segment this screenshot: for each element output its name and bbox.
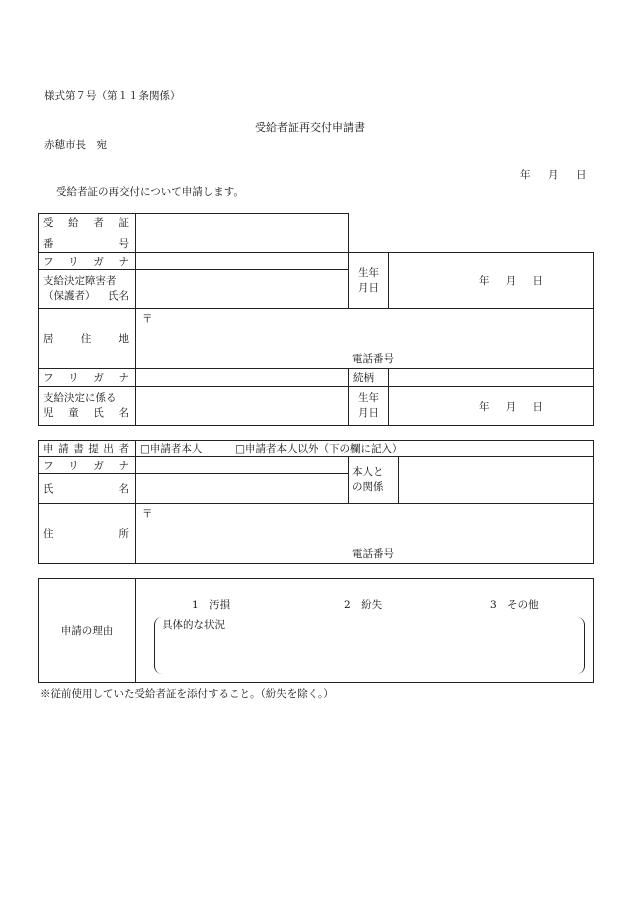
intro-text: 受給者証の再交付について申請します。 <box>56 186 244 198</box>
birthdate-label: 生年 月日 <box>349 253 389 309</box>
submitter-name-field[interactable] <box>136 474 349 504</box>
cert-number-field[interactable] <box>136 214 349 253</box>
child-name-field[interactable] <box>136 387 349 426</box>
page-title: 受給者証再交付申請書 <box>255 121 365 134</box>
submitter-options <box>136 441 594 457</box>
details-label: 具体的な状況 <box>162 619 225 631</box>
relation-to-self-label: 本人と の関係 <box>349 457 399 504</box>
child-name-label: 支給決定に係る 児 童 氏 名 <box>39 387 136 426</box>
postal-mark: 〒 <box>142 313 153 325</box>
phone-label: 電話番号 <box>352 548 394 560</box>
applicant-name-label: 支給決定障害者 （保護者） 氏名 <box>39 270 136 309</box>
child-furigana-field[interactable] <box>136 369 349 387</box>
blank-area <box>349 214 594 253</box>
child-furigana-label: フ リ ガ ナ <box>39 369 136 387</box>
cert-number-label: 受 給 者 証 番 号 <box>39 214 136 253</box>
submitter-address-label: 住 所 <box>39 504 136 564</box>
option-self-checkbox[interactable]: □申請者本人 <box>140 443 203 455</box>
reason-table <box>38 578 594 683</box>
submitter-furigana-label: フ リ ガ ナ <box>39 457 136 474</box>
addressee: 赤穂市長 宛 <box>44 139 107 151</box>
reason-field <box>136 579 594 683</box>
submitter-furigana-field[interactable] <box>136 457 349 474</box>
furigana-label: フ リ ガ ナ <box>39 253 136 270</box>
reason-option-lost[interactable]: 2 紛失 <box>344 599 383 611</box>
submitter-table <box>38 440 594 564</box>
submitter-name-label: 氏 名 <box>39 474 136 504</box>
birthdate-field[interactable]: 年 月 日 <box>389 253 594 309</box>
relation-to-self-field[interactable] <box>399 457 594 504</box>
reason-option-other[interactable]: 3 その他 <box>490 599 539 611</box>
footnote: ※従前使用していた受給者証を添付すること。（紛失を除く。） <box>40 688 334 700</box>
form-number: 様式第７号（第１１条関係） <box>44 90 181 102</box>
submitter-label: 申 請 書 提 出 者 <box>39 441 136 457</box>
reason-option-soiled[interactable]: 1 汚損 <box>192 599 231 611</box>
date-day-label: 日 <box>576 169 587 181</box>
address-field[interactable] <box>136 309 594 369</box>
applicant-name-field[interactable] <box>136 270 349 309</box>
date-year-label: 年 <box>520 169 531 181</box>
child-birthdate-label: 生年 月日 <box>349 387 389 426</box>
postal-mark: 〒 <box>142 508 153 520</box>
phone-label: 電話番号 <box>352 353 394 365</box>
date-month-label: 月 <box>548 169 559 181</box>
furigana-field[interactable] <box>136 253 349 270</box>
relationship-field[interactable] <box>389 369 594 387</box>
reason-label: 申請の理由 <box>39 579 136 683</box>
relationship-label: 続柄 <box>349 369 389 387</box>
address-label: 居 住 地 <box>39 309 136 369</box>
submitter-address-field[interactable] <box>136 504 594 564</box>
option-other-checkbox[interactable]: □申請者本人以外（下の欄に記入） <box>235 443 403 455</box>
recipient-info-table <box>38 213 594 426</box>
child-birthdate-field[interactable]: 年 月 日 <box>389 387 594 426</box>
